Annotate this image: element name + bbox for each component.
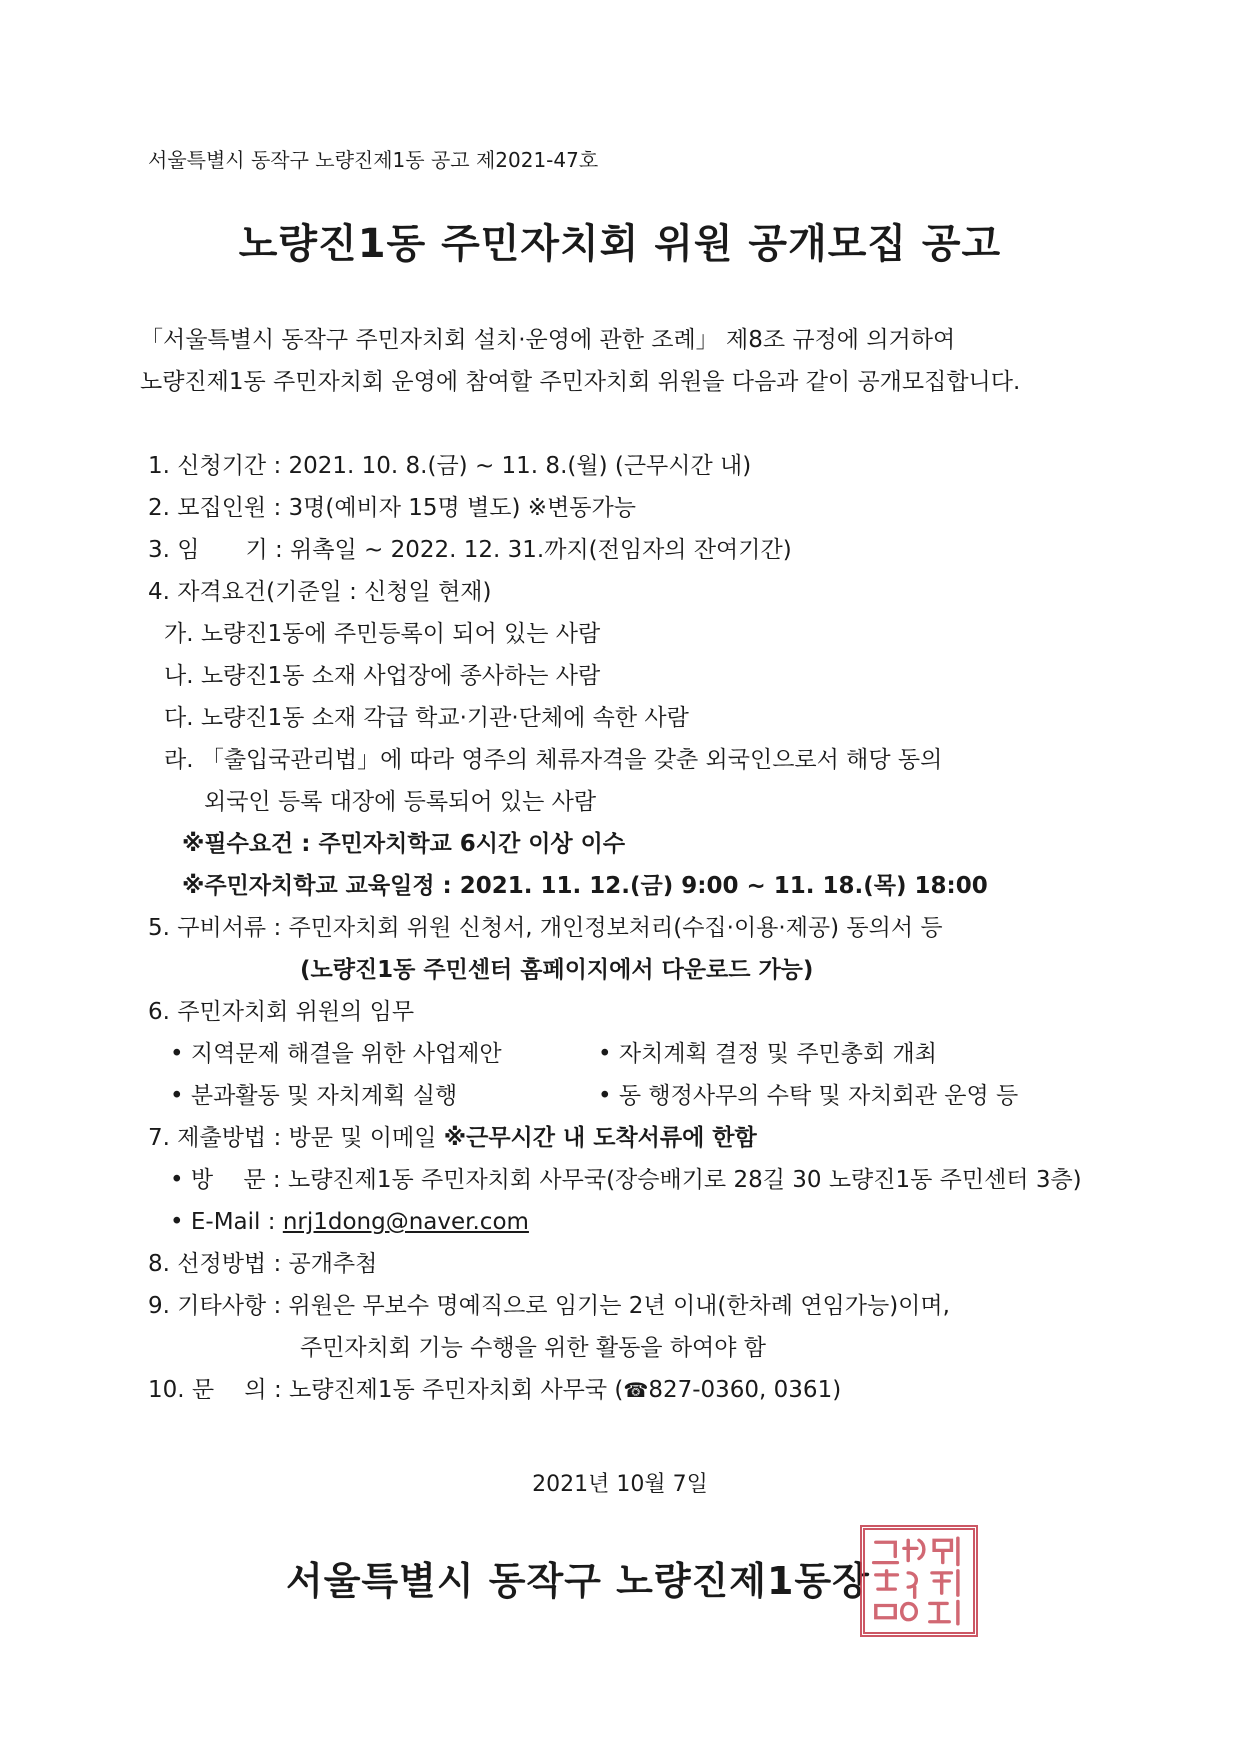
item-recruit-count: 2. 모집인원 : 3명(예비자 15명 별도) ※변동가능: [148, 495, 636, 521]
contact-number: 827-0360, 0361): [648, 1377, 842, 1403]
school-schedule: ※주민자치학교 교육일정 : 2021. 11. 12.(금) 9:00 ~ 11. 18.(목) 18:00: [182, 873, 988, 899]
submission-email-line: [170, 1207, 529, 1237]
item-contact: [148, 1375, 841, 1405]
issuer-name: 서울특별시 동작구 노량진제1동장: [286, 1559, 870, 1603]
documents-note: (노량진1동 주민센터 홈페이지에서 다운로드 가능): [300, 957, 814, 983]
item-duties: 6. 주민자치회 위원의 임무: [148, 999, 415, 1025]
duty-assembly: • 자치계획 결정 및 주민총회 개최: [598, 1041, 937, 1067]
submission-method: 7. 제출방법 : 방문 및 이메일: [148, 1125, 444, 1151]
intro-line-1: 「서울특별시 동작구 주민자치회 설치·운영에 관한 조례」 제8조 규정에 의거하여: [140, 327, 956, 353]
item-documents: 5. 구비서류 : 주민자치회 위원 신청서, 개인정보처리(수집·이용·제공) 동의서 등: [148, 915, 943, 941]
email-link[interactable]: nrj1dong@naver.com: [282, 1209, 529, 1235]
qualification-ga: 가. 노량진1동에 주민등록이 되어 있는 사람: [164, 621, 601, 647]
email-label: • E-Mail :: [170, 1209, 283, 1235]
item-period: 1. 신청기간 : 2021. 10. 8.(금) ~ 11. 8.(월) (근무시간 내): [148, 453, 752, 479]
qualification-ra-line-1: 라. 「출입국관리법」에 따라 영주의 체류자격을 갖춘 외국인으로서 해당 동의: [164, 747, 943, 773]
duty-subcommittee: • 분과활동 및 자치계획 실행: [170, 1083, 458, 1109]
item-term: 3. 임 기 : 위촉일 ~ 2022. 12. 31.까지(전임자의 잔여기간): [148, 537, 792, 563]
qualification-da: 다. 노량진1동 소재 각급 학교·기관·단체에 속한 사람: [164, 705, 689, 731]
qualification-na: 나. 노량진1동 소재 사업장에 종사하는 사람: [164, 663, 601, 689]
item-qualifications: 4. 자격요건(기준일 : 신청일 현재): [148, 579, 492, 605]
notice-date: 2021년 10월 7일: [532, 1472, 708, 1497]
notice-number: 서울특별시 동작구 노량진제1동 공고 제2021-47호: [148, 148, 599, 172]
qualification-ra-line-2: 외국인 등록 대장에 등록되어 있는 사람: [204, 789, 597, 815]
item-other-line-1: 9. 기타사항 : 위원은 무보수 명예직으로 임기는 2년 이내(한차례 연임가능)이며,: [148, 1293, 950, 1319]
item-selection: 8. 선정방법 : 공개추첨: [148, 1251, 378, 1277]
document-title: 노량진1동 주민자치회 위원 공개모집 공고: [238, 221, 1002, 267]
contact-label: 10. 문 의 : 노량진제1동 주민자치회 사무국 (: [148, 1377, 624, 1403]
intro-line-2: 노량진제1동 주민자치회 운영에 참여할 주민자치회 위원을 다음과 같이 공개모집합니다.: [140, 369, 1021, 395]
duty-proposal: • 지역문제 해결을 위한 사업제안: [170, 1041, 502, 1067]
duty-administration: • 동 행정사무의 수탁 및 자치회관 운영 등: [598, 1083, 1019, 1109]
submission-visit: • 방 문 : 노량진제1동 주민자치회 사무국(장승배기로 28길 30 노량진1동 주민센터 3층): [170, 1167, 1082, 1193]
item-other-line-2: 주민자치회 기능 수행을 위한 활동을 하여야 함: [300, 1335, 767, 1361]
official-seal-icon: [860, 1525, 978, 1637]
telephone-icon: ☎: [623, 1378, 649, 1402]
item-submission: [148, 1123, 757, 1153]
required-condition: ※필수요건 : 주민자치학교 6시간 이상 이수: [182, 831, 626, 857]
submission-deadline-note: ※근무시간 내 도착서류에 한함: [443, 1125, 757, 1151]
